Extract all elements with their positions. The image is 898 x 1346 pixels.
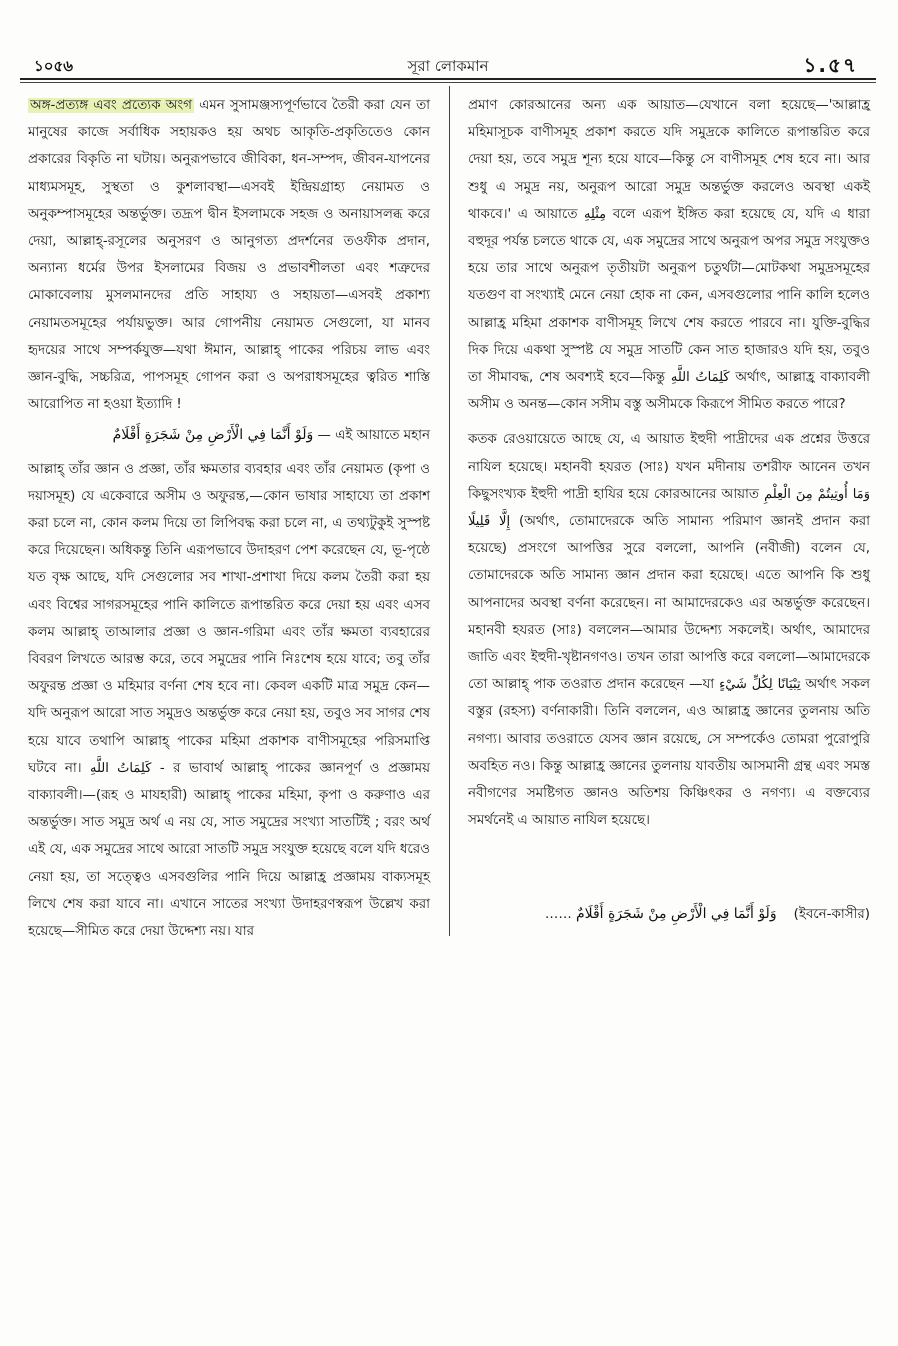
citation-source: (ইবনে-কাসীর) xyxy=(793,907,870,922)
left-column xyxy=(28,92,430,945)
left-paragraph-1-text: এমন সুসামঞ্জস্যপূর্ণভাবে তৈরী করা যেন তা মানুষের কাজে সর্বাধিক সহায়কও হয় অথচ আকৃতি-প্রকৃতিতেও কোন প্রকারের বিকৃতি না ঘটায়। অনুরূপভাবে জীবিকা, ধন-সম্পদ, জীবন-যাপনের মাধ্যমসমূহ, সুস্থতা ও কুশলাবস্থা—এসবই ইন্দ্রিয়গ্রাহ্য নেয়ামত ও অনুকম্পাসমূহের অন্তর্ভুক্ত। তদ্রূপ দ্বীন ইসলামকে সহজ ও অনায়াসলব্ধ করে দেয়া, আল্লাহ্-রসূলের অনুসরণ ও আনুগত্য প্রদর্শনের তওফীক প্রদান, অন্যান্য ধর্মের উপর ইসলামের বিজয় ও প্রভাবশীলতা এবং শত্রুদের মোকাবেলায় মুসলমানদের প্রতি সাহায্য ও সহায়তা—এসবই প্রকাশ্য নেয়ামতসমূহের পর্যায়ভুক্ত। আর গোপনীয় নেয়ামত সেগুলো, যা মানব হৃদয়ের সাথে সম্পর্কযুক্ত—যথা ঈমান, আল্লাহ্ পাকের পরিচয় লাভ এবং জ্ঞান-বুদ্ধি, সচ্চরিত্র, পাপসমূহ গোপন করা ও অপরাধসমূহের ত্বরিত শাস্তি আরোপিত না হওয়া ইত্যাদি ! xyxy=(28,98,431,413)
right-paragraph-1-tail-2: অর্থাৎ, আল্লাহ্র বাক্যাবলী অসীম ও অনন্ত—কোন সসীম বস্তু অসীমকে কিরূপে সীমিত করতে পারে? xyxy=(468,370,870,413)
highlighted-text: অঙ্গ-প্রত্যঙ্গ এবং প্রত্যেক অংগ xyxy=(30,98,192,113)
left-paragraph-2-tail: - র ভাবার্থ আল্লাহ্ পাকের জ্ঞানপূর্ণ ও প্রজ্ঞাময় বাক্যাবলী।—(রূহ ও মাযহারী) আল্লাহ্ পাকের মহিমা, কৃপা ও করুণাও এর অন্তর্ভুক্ত। সাত সমুদ্র অর্থ এ নয় যে, সাত সমুদ্রের সংখ্যা সাতটিই ; বরং অর্থ এই যে, এক সমুদ্রের সাথে আরো সাতটি সমুদ্র সংযুক্ত হয়েছে বলে যদি ধরেও নেয়া হয়, তা সত্ত্বেও এসবগুলির পানি দিয়ে আল্লাহ্র প্রজ্ঞাময় বাক্যসমূহ লিখে শেষ করা যাবে না। এখানে সাতের সংখ্যা উদাহরণস্বরূপ উল্লেখ করা হয়েছে—সীমিত করে দেয়া উদ্দেশ্য নয়। যার xyxy=(28,760,431,940)
right-paragraph-1 xyxy=(468,92,870,418)
citation-line xyxy=(468,900,870,929)
citation-arabic: وَلَوْ أَنَّمَا فِي الْأَرْضِ مِنْ شَجَرَةٍ أَقْلَامٌ xyxy=(575,906,777,922)
right-paragraph-2 xyxy=(468,426,870,834)
page-number-right: ১.৫৭ xyxy=(803,53,858,77)
arabic-verse: وَمَا أُوتِيتُمْ مِنَ الْعِلْمِ إِلَّا قَلِيلًا xyxy=(468,486,870,530)
arabic-phrase: تِبْيَانًا لِكُلِّ شَيْءٍ xyxy=(719,677,801,693)
left-paragraph-2 xyxy=(28,456,430,946)
arabic-verse: وَلَوْ أَنَّمَا فِي الْأَرْضِ مِنْ شَجَرَةٍ أَقْلَامٌ xyxy=(112,427,314,444)
page-header xyxy=(20,47,876,83)
right-paragraph-2-text: কতক রেওয়ায়েতে আছে যে, এ আয়াত ইহুদী পাদ্রীদের এক প্রশ্নের উত্তরে নাযিল হয়েছে। মহানবী হযরত (সাঃ) যখন মদীনায় তশরীফ আনেন তখন কিছুসংখ্যক ইহুদী পাদ্রী হাযির হয়ে কোরআনের আয়াত xyxy=(468,432,870,502)
page-number-left: ১০৫৬ xyxy=(34,57,73,75)
left-paragraph-1 xyxy=(28,92,430,418)
citation-dots: …… xyxy=(544,907,572,922)
ayah-line-1 xyxy=(28,422,430,449)
right-paragraph-1-tail: বলে এরূপ ইঙ্গিত করা হয়েছে যে, যদি এ ধারা বহুদূর পর্যন্ত চলতে থাকে যে, এক সমুদ্রের সাথে অনুরূপ অপর সমুদ্র সংযুক্তও হয়ে তার সাথে অনুরূপ তৃতীয়টা অনুরূপ চতুর্থটা—মোটকথা সমুদ্রসমূহের যতগুণ বা সংখ্যাই মেনে নেয়া হোক না কেন, এসবগুলোর পানি কালি হলেও আল্লাহ্র মহিমা প্রকাশক বাণীসমূহ লিখে শেষ করতে পারবে না। যুক্তি-বুদ্ধির দিক দিয়ে একথা সুস্পষ্ট যে সমুদ্র সাতটি কেন সাত হাজারও যদি হয়, তবুও তা সীমাবদ্ধ, শেষ অবশ্যই হবে—কিন্তু xyxy=(468,206,870,386)
left-paragraph-2-text: আল্লাহ্ তাঁর জ্ঞান ও প্রজ্ঞা, তাঁর ক্ষমতার ব্যবহার এবং তাঁর নেয়ামত (কৃপা ও দয়াসমূহ) যে একেবারে অসীম ও অফুরন্ত,—কোন ভাষার সাহায্যে তা প্রকাশ করা চলে না, কোন কলম দিয়ে তা লিপিবদ্ধ করা চলে না, এ তথ্যটুকুই সুস্পষ্ট করে দিয়েছেন। অধিকন্তু তিনি এরূপভাবে উদাহরণ পেশ করেছেন যে, ভূ-পৃষ্ঠে যত বৃক্ষ আছে, যদি সেগুলোর সব শাখা-প্রশাখা দিয়ে কলম তৈরী করা হয় এবং বিশ্বের সাগরসমূহের পানি কালিতে রূপান্তরিত করে দেয়া হয় এবং এসব কলম আল্লাহ্ তাআলার প্রজ্ঞা ও জ্ঞান-গরিমা এবং তাঁর ক্ষমতা ব্যবহারের বিবরণ লিখতে আরম্ভ করে, তবে সমুদ্রের পানি নিঃশেষ হয়ে যাবে; তবু তাঁর অফুরন্ত প্রজ্ঞা ও মহিমার বর্ণনা শেষ হবে না। কেবল একটি মাত্র সমুদ্র কেন—যদি অনুরূপ আরো সাত সমুদ্রও অন্তর্ভুক্ত করে নেয়া হয়, তবুও সব সাগর শেষ হয়ে যাবে তথাপি আল্লাহ্ পাকের মহিমা প্রকাশক বাণীসমূহের পরিসমাপ্তি ঘটবে না। xyxy=(28,461,430,776)
surah-title: সূরা লোকমান xyxy=(407,57,489,75)
right-paragraph-2-tail: (অর্থাৎ, তোমাদেরকে অতি সামান্য পরিমাণ জ্ঞানই প্রদান করা হয়েছে) প্রসংগে আপত্তির সুরে বললো, আপনি (নবীজী) বলেন যে, তোমাদেরকে অতি সামান্য জ্ঞান প্রদান করা হয়েছে। এতে আপনি কি শুধু আপনাদের অবস্থা বর্ণনা করেছেন। না আমাদেরকেও এর অন্তর্ভুক্ত করেছেন। মহানবী হযরত (সাঃ) বললেন—আমার উদ্দেশ্য সকলেই। অর্থাৎ, আমাদের জাতি এবং ইহুদী-খৃষ্টানগণও। তখন তারা আপত্তি করে বললো—আমাদেরকে তো আল্লাহ্ পাক তওরাত প্রদান করেছেন —যা xyxy=(468,514,870,693)
right-paragraph-1-text: প্রমাণ কোরআনের অন্য এক আয়াত—যেখানে বলা হয়েছে—'আল্লাহ্র মহিমাসূচক বাণীসমূহ প্রকাশ করতে যদি সমুদ্রকে কালিতে রূপান্তরিত করে দেয়া হয়, তবে সমুদ্র শূন্য হয়ে যাবে—কিন্তু সে বাণীসমূহ শেষ হবে না। আর শুধু এ সমুদ্র নয়, অনুরূপ আরো সমুদ্র অন্তর্ভুক্ত করলেও অবস্থা একই থাকবে।' এ আয়াতে xyxy=(468,98,870,222)
right-paragraph-2-tail-2: অর্থাৎ সকল বস্তুর (রহস্য) বর্ণনাকারী। তিনি বললেন, এও আল্লাহ্র জ্ঞানের তুলনায় অতি নগণ্য। আবার তওরাতে যেসব জ্ঞান রয়েছে, সে সম্পর্কেও তোমরা পুরোপুরি অবহিত নও। কিন্তু আল্লাহ্র জ্ঞানের তুলনায় যাবতীয় আসমানী গ্রন্থ এবং সমস্ত নবীগণের সমষ্টিগত জ্ঞানও অতিশয় কিঞ্চিৎকর ও নগণ্য। এ বক্তব্যের সমর্থনেই এ আয়াত নাযিল হয়েছে। xyxy=(468,677,870,829)
header-rule xyxy=(20,78,876,80)
arabic-phrase: كَلِمَاتُ اللَّهِ xyxy=(90,760,152,776)
ayah-line-1-tail: — এই আয়াতে মহান xyxy=(317,428,430,444)
header-rule-thin xyxy=(20,82,876,83)
arabic-phrase: كَلِمَاتُ اللَّهِ xyxy=(670,370,730,386)
arabic-word: مِثْلِهِ xyxy=(583,206,607,222)
column-divider xyxy=(449,86,450,936)
right-column xyxy=(468,92,870,834)
